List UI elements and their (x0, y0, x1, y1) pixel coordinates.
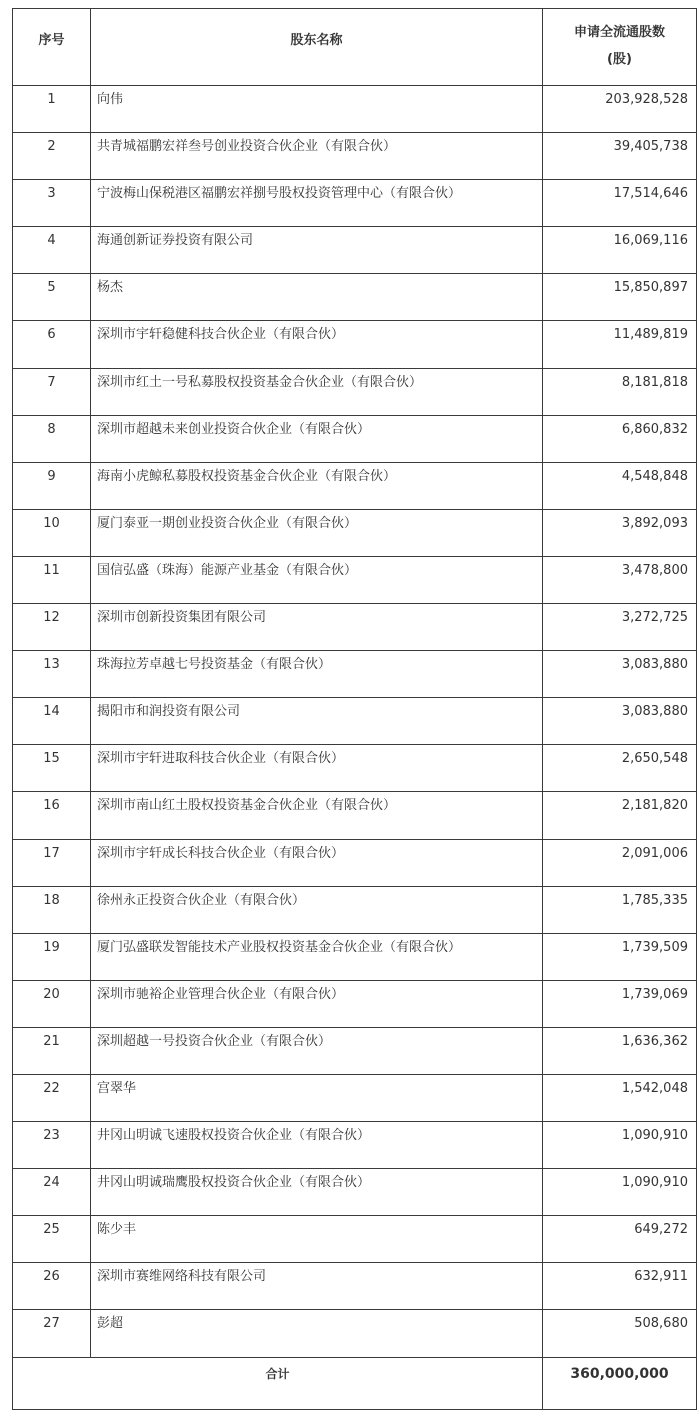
row-shareholder-name: 国信弘盛（珠海）能源产业基金（有限合伙） (91, 556, 543, 603)
row-serial-number: 3 (13, 180, 91, 227)
table-row (13, 86, 697, 133)
row-shares: 508,680 (543, 1310, 697, 1357)
table-row (13, 1169, 697, 1216)
row-shareholder-name: 深圳市宇轩进取科技合伙企业（有限合伙） (91, 745, 543, 792)
row-shares: 3,478,800 (543, 556, 697, 603)
row-shares: 11,489,819 (543, 321, 697, 368)
row-serial-number: 9 (13, 462, 91, 509)
row-serial-number: 11 (13, 556, 91, 603)
row-shares: 649,272 (543, 1216, 697, 1263)
row-shareholder-name: 深圳市创新投资集团有限公司 (91, 604, 543, 651)
shareholder-table-container (12, 8, 696, 1410)
row-serial-number: 24 (13, 1169, 91, 1216)
row-serial-number: 6 (13, 321, 91, 368)
row-serial-number: 26 (13, 1263, 91, 1310)
row-shares: 3,892,093 (543, 509, 697, 556)
table-row (13, 839, 697, 886)
row-shareholder-name: 厦门弘盛联发智能技术产业股权投资基金合伙企业（有限合伙） (91, 933, 543, 980)
table-footer (13, 1357, 697, 1409)
row-serial-number: 13 (13, 651, 91, 698)
row-serial-number: 23 (13, 1122, 91, 1169)
row-shares: 632,911 (543, 1263, 697, 1310)
row-shares: 2,181,820 (543, 792, 697, 839)
table-row (13, 462, 697, 509)
table-row (13, 133, 697, 180)
row-serial-number: 19 (13, 933, 91, 980)
row-shareholder-name: 井冈山明诚飞速股权投资合伙企业（有限合伙） (91, 1122, 543, 1169)
row-serial-number: 17 (13, 839, 91, 886)
row-shareholder-name: 深圳市赛维网络科技有限公司 (91, 1263, 543, 1310)
header-shares-line1: 申请全流通股数 (573, 25, 665, 40)
row-shareholder-name: 深圳市驰裕企业管理合伙企业（有限合伙） (91, 980, 543, 1027)
row-shares: 1,739,069 (543, 980, 697, 1027)
table-row (13, 1263, 697, 1310)
row-shares: 8,181,818 (543, 368, 697, 415)
row-serial-number: 10 (13, 509, 91, 556)
row-shareholder-name: 厦门泰亚一期创业投资合伙企业（有限合伙） (91, 509, 543, 556)
row-serial-number: 18 (13, 886, 91, 933)
row-shareholder-name: 深圳市超越未来创业投资合伙企业（有限合伙） (91, 415, 543, 462)
table-row (13, 1216, 697, 1263)
table-row (13, 933, 697, 980)
row-serial-number: 14 (13, 698, 91, 745)
table-row (13, 1310, 697, 1357)
table-row (13, 321, 697, 368)
row-shareholder-name: 宫翠华 (91, 1074, 543, 1121)
row-serial-number: 15 (13, 745, 91, 792)
row-shareholder-name: 深圳超越一号投资合伙企业（有限合伙） (91, 1027, 543, 1074)
row-serial-number: 4 (13, 227, 91, 274)
row-shares: 3,083,880 (543, 651, 697, 698)
row-shares: 1,542,048 (543, 1074, 697, 1121)
table-row (13, 651, 697, 698)
table-row (13, 745, 697, 792)
row-shares: 17,514,646 (543, 180, 697, 227)
row-shareholder-name: 海通创新证券投资有限公司 (91, 227, 543, 274)
row-shareholder-name: 共青城福鹏宏祥叁号创业投资合伙企业（有限合伙） (91, 133, 543, 180)
table-row (13, 792, 697, 839)
table-row (13, 1027, 697, 1074)
row-shares: 16,069,116 (543, 227, 697, 274)
row-serial-number: 5 (13, 274, 91, 321)
row-shares: 6,860,832 (543, 415, 697, 462)
row-shares: 1,739,509 (543, 933, 697, 980)
row-shareholder-name: 深圳市宇轩成长科技合伙企业（有限合伙） (91, 839, 543, 886)
row-shares: 1,090,910 (543, 1169, 697, 1216)
total-value: 360,000,000 (543, 1357, 697, 1409)
row-shareholder-name: 向伟 (91, 86, 543, 133)
row-shareholder-name: 彭超 (91, 1310, 543, 1357)
row-serial-number: 7 (13, 368, 91, 415)
row-shareholder-name: 徐州永正投资合伙企业（有限合伙） (91, 886, 543, 933)
header-shares-line2: (股) (607, 52, 632, 67)
row-serial-number: 27 (13, 1310, 91, 1357)
table-row (13, 415, 697, 462)
row-serial-number: 25 (13, 1216, 91, 1263)
row-shares: 1,636,362 (543, 1027, 697, 1074)
table-row (13, 1122, 697, 1169)
row-shareholder-name: 深圳市南山红土股权投资基金合伙企业（有限合伙） (91, 792, 543, 839)
table-row (13, 980, 697, 1027)
row-shares: 1,785,335 (543, 886, 697, 933)
table-row (13, 274, 697, 321)
total-label: 合计 (13, 1357, 543, 1409)
row-shares: 15,850,897 (543, 274, 697, 321)
table-header (13, 9, 697, 86)
row-serial-number: 22 (13, 1074, 91, 1121)
row-shareholder-name: 深圳市红土一号私募股权投资基金合伙企业（有限合伙） (91, 368, 543, 415)
header-shares (543, 9, 697, 86)
row-shares: 4,548,848 (543, 462, 697, 509)
row-shares: 2,091,006 (543, 839, 697, 886)
row-shareholder-name: 深圳市宇轩稳健科技合伙企业（有限合伙） (91, 321, 543, 368)
row-shareholder-name: 陈少丰 (91, 1216, 543, 1263)
table-row (13, 698, 697, 745)
row-shareholder-name: 宁波梅山保税港区福鹏宏祥捌号股权投资管理中心（有限合伙） (91, 180, 543, 227)
row-serial-number: 12 (13, 604, 91, 651)
total-row (13, 1357, 697, 1409)
table-row (13, 368, 697, 415)
row-serial-number: 2 (13, 133, 91, 180)
row-shares: 203,928,528 (543, 86, 697, 133)
row-shareholder-name: 井冈山明诚瑞鹰股权投资合伙企业（有限合伙） (91, 1169, 543, 1216)
shareholder-table (12, 8, 697, 1410)
header-shareholder-name: 股东名称 (91, 9, 543, 86)
row-shareholder-name: 海南小虎鲸私募股权投资基金合伙企业（有限合伙） (91, 462, 543, 509)
row-serial-number: 1 (13, 86, 91, 133)
row-serial-number: 8 (13, 415, 91, 462)
row-shares: 3,083,880 (543, 698, 697, 745)
row-shares: 1,090,910 (543, 1122, 697, 1169)
table-row (13, 604, 697, 651)
table-row (13, 180, 697, 227)
row-serial-number: 21 (13, 1027, 91, 1074)
row-shares: 2,650,548 (543, 745, 697, 792)
row-shareholder-name: 揭阳市和润投资有限公司 (91, 698, 543, 745)
table-row (13, 556, 697, 603)
table-body (13, 86, 697, 1358)
row-serial-number: 16 (13, 792, 91, 839)
table-row (13, 509, 697, 556)
table-row (13, 1074, 697, 1121)
row-shares: 39,405,738 (543, 133, 697, 180)
table-row (13, 227, 697, 274)
header-serial-number: 序号 (13, 9, 91, 86)
row-shareholder-name: 珠海拉芳卓越七号投资基金（有限合伙） (91, 651, 543, 698)
row-serial-number: 20 (13, 980, 91, 1027)
row-shareholder-name: 杨杰 (91, 274, 543, 321)
table-row (13, 886, 697, 933)
header-row (13, 9, 697, 86)
row-shares: 3,272,725 (543, 604, 697, 651)
